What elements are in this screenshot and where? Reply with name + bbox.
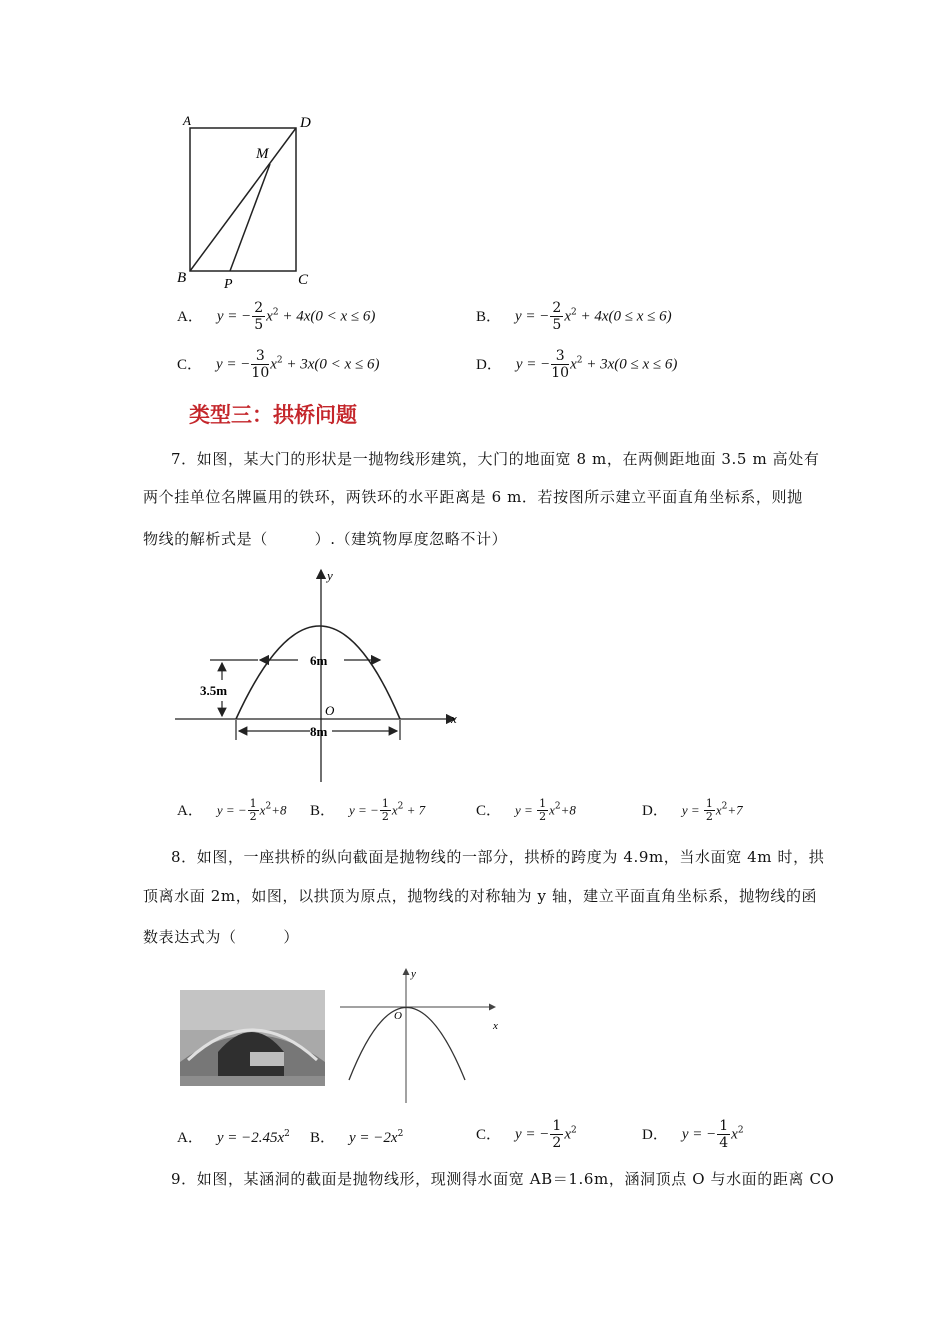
bridge-photo: [180, 990, 325, 1086]
q7-option-b[interactable]: B． y = − $\frac{1}{2}$ $x^2 + 7$: [310, 797, 426, 823]
section-heading: 类型三：拱桥问题: [189, 403, 357, 427]
origin-label: O: [325, 703, 335, 718]
rectangle-figure: [170, 110, 320, 295]
q6-option-c[interactable]: C． y = − $\frac{3}{10}$ $x^2 + 3x(0 < x \le 6)$: [177, 348, 380, 381]
q8-option-d[interactable]: D． y = − $\frac{1}{4}$ $x^2$: [642, 1118, 744, 1151]
q7-text-line2: 两个挂单位名牌匾用的铁环，两铁环的水平距离是 6 m．若按图所示建立平面直角坐标系，则抛: [143, 488, 803, 506]
q9-text-line1: 9．如图，某涵洞的截面是抛物线形，现测得水面宽 AB＝1.6m，涵洞顶点 O 与水面的距离 CO: [171, 1170, 835, 1188]
q7-text-line3: 物线的解析式是（ ）.（建筑物厚度忽略不计）: [143, 530, 508, 548]
gate-parabola-figure: [170, 560, 470, 790]
label-P: P: [224, 277, 233, 292]
origin-label: O: [394, 1010, 402, 1022]
label-B: B: [177, 270, 187, 286]
label-M: M: [256, 146, 269, 162]
q8-option-b[interactable]: B． $y = -2x^2$: [310, 1129, 404, 1146]
top-width-label: 6m: [310, 653, 328, 668]
bottom-width-label: 8m: [310, 724, 328, 739]
y-axis-label: y: [411, 968, 416, 980]
q7-option-a[interactable]: A． y = − $\frac{1}{2}$ $x^2+8$: [177, 797, 287, 823]
x-axis-label: x: [451, 711, 457, 726]
label-A: A: [183, 113, 191, 128]
q8-text-line2: 顶离水面 2m，如图，以拱顶为原点，抛物线的对称轴为 y 轴，建立平面直角坐标系，抛物线的函: [143, 887, 818, 905]
label-D: D: [300, 115, 311, 131]
q6-option-b[interactable]: B． y = − $\frac{2}{5}$ $x^2 + 4x(0 \le x \le 6)$: [476, 300, 672, 333]
x-axis-label: x: [493, 1020, 498, 1032]
q8-option-a[interactable]: A． $y = -2.45x^2$: [177, 1129, 290, 1146]
q8-option-c[interactable]: C． y = − $\frac{1}{2}$ $x^2$: [476, 1118, 577, 1151]
height-label: 3.5m: [200, 683, 228, 698]
q8-text-line3: 数表达式为（ ）: [143, 928, 300, 946]
q6-option-d[interactable]: D． y = − $\frac{3}{10}$ $x^2 + 3x(0 \le x \le 6)$: [476, 348, 678, 381]
q7-option-c[interactable]: C． y = $\frac{1}{2}$ $x^2+8$: [476, 797, 576, 823]
q7-option-d[interactable]: D． y = $\frac{1}{2}$ $x^2+7$: [642, 797, 743, 823]
y-axis-label: y: [327, 568, 333, 583]
q6-option-a[interactable]: A． y = − $\frac{2}{5}$ $x^2 + 4x(0 < x \le 6)$: [177, 300, 376, 333]
label-C: C: [298, 272, 309, 288]
q7-text-line1: 7．如图，某大门的形状是一抛物线形建筑，大门的地面宽 8 m，在两侧距地面 3.5 m 高处有: [171, 450, 820, 468]
bridge-parabola-figure: [335, 965, 505, 1105]
q8-text-line1: 8．如图，一座拱桥的纵向截面是抛物线的一部分，拱桥的跨度为 4.9m，当水面宽 4m 时，拱: [171, 848, 825, 866]
